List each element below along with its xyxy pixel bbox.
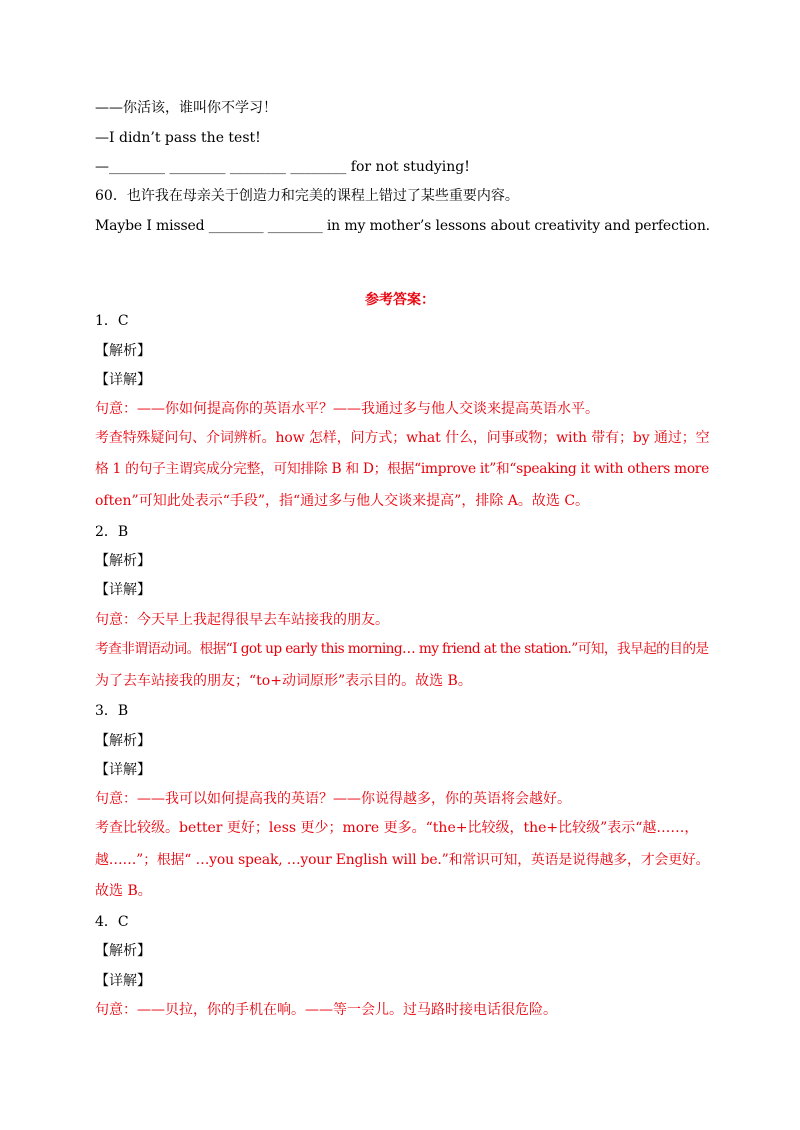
answer-3-jiexi-tag: 【解析】 <box>95 733 151 749</box>
answer-2-analysis-1: 考查非谓语动词。根据“I got up early this morning… my friend at the station.”可知，我早起的目的是 <box>95 641 709 657</box>
question-60-zh: 60．也许我在母亲关于创造力和完美的课程上错过了某些重要内容。 <box>95 188 519 204</box>
answer-3-xiangjie-tag: 【详解】 <box>95 762 151 778</box>
answer-3-analysis-2: 越……”；根据“ …you speak, …your English will be.”和常识可知，英语是说得越多，才会更好。 <box>95 852 710 868</box>
answer-2-sentence: 句意：今天早上我起得很早去车站接我的朋友。 <box>95 612 389 628</box>
answer-3-analysis-3: 故选 B。 <box>95 883 152 899</box>
dialogue-line-zh: ——你活该，谁叫你不学习！ <box>95 100 277 116</box>
answer-3-number: 3．B <box>95 703 129 719</box>
fill-blank-line: —________ ________ ________ ________ for not studying! <box>95 159 470 175</box>
answer-3-sentence: 句意：——我可以如何提高我的英语？——你说得越多，你的英语将会越好。 <box>95 791 571 807</box>
answer-4-jiexi-tag: 【解析】 <box>95 943 151 959</box>
answer-4-xiangjie-tag: 【详解】 <box>95 973 151 989</box>
answer-1-jiexi-tag: 【解析】 <box>95 343 151 359</box>
answers-title: 参考答案： <box>365 292 435 308</box>
answer-2-analysis-2: 为了去车站接我的朋友；“to+动词原形”表示目的。故选 B。 <box>95 673 472 689</box>
answer-1-xiangjie-tag: 【详解】 <box>95 372 151 388</box>
answer-4-sentence: 句意：——贝拉，你的手机在响。——等一会儿。过马路时接电话很危险。 <box>95 1002 557 1018</box>
answer-4-number: 4．C <box>95 914 129 930</box>
answer-2-xiangjie-tag: 【详解】 <box>95 582 151 598</box>
answer-1-sentence: 句意：——你如何提高你的英语水平？——我通过多与他人交谈来提高英语水平。 <box>95 401 599 417</box>
answer-1-analysis-3: often”可知此处表示“手段”，指“通过多与他人交谈来提高”，排除 A。故选 C。 <box>95 493 590 509</box>
dialogue-line-en: —I didn’t pass the test! <box>95 130 261 146</box>
answer-2-number: 2．B <box>95 524 129 540</box>
answer-1-number: 1．C <box>95 313 129 329</box>
answer-1-analysis-1: 考查特殊疑问句、介词辨析。how 怎样，问方式；what 什么，问事或物；with 带有；by 通过；空 <box>95 430 710 446</box>
answer-2-jiexi-tag: 【解析】 <box>95 553 151 569</box>
question-60-en: Maybe I missed ________ ________ in my mother’s lessons about creativity and perfection. <box>95 218 710 234</box>
answer-1-analysis-2: 格 1 的句子主谓宾成分完整，可知排除 B 和 D；根据“improve it”和“speaking it with others more <box>95 461 709 477</box>
answer-3-analysis-1: 考查比较级。better 更好；less 更少；more 更多。“the+比较级，the+比较级”表示“越……， <box>95 820 699 836</box>
